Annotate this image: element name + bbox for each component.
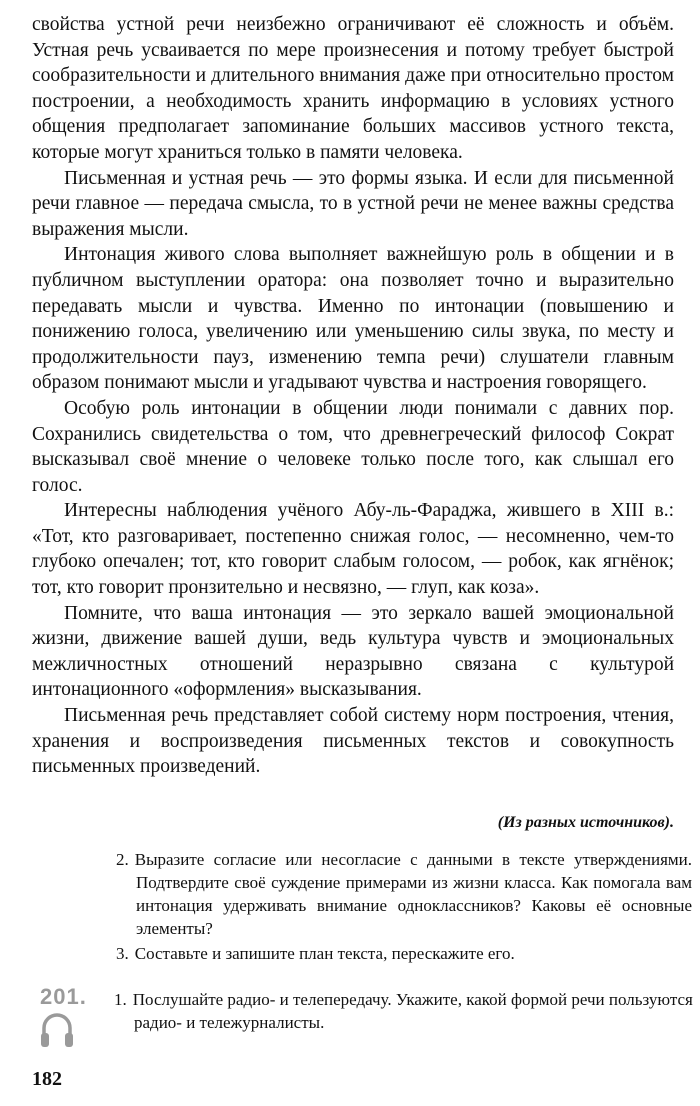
task-3 (116, 942, 672, 965)
exercise-task-text: Послушайте радио- и телепередачу. Укажите, какой формой речи пользуются радио- и тележурналисты. (132, 990, 693, 1032)
task-2-number: 2. (116, 850, 129, 869)
page-number: 182 (32, 1068, 62, 1090)
source-citation: (Из разных источников). (497, 814, 674, 831)
paragraph-1: свойства устной речи неизбежно ограничивают её сложность и объём. Устная речь усваивается по мере произнесения и потому требует быстрой сообразительности и длительного внимания даже при относительно простом построении, а необходимость хранить информацию в условиях устного общения предполагает запоминание больших массивов устного текста, которые могут храниться только в памяти человека. (32, 14, 674, 163)
paragraph-7: Письменная речь представляет собой систему норм построения, чтения, хранения и воспроизведения письменных текстов и совокупность письменных произведений. (32, 705, 674, 778)
task-2 (116, 848, 692, 940)
exercise-201-task-1 (114, 988, 694, 1034)
exercise-number: 201. (40, 984, 87, 1009)
paragraph-5: Интересны наблюдения учёного Абу-ль-Фараджа, жившего в XIII в.: «Тот, кто разговаривает, постепенно снижая голос, — несомненно, чем-то глубоко опечален; тот, кто говорит слабым голосом, — робок, как ягнёнок; тот, кто говорит пронзительно и несвязно, — глуп, как коза». (32, 500, 674, 599)
paragraph-6: Помните, что ваша интонация — это зеркало вашей эмоциональной жизни, движение вашей души, ведь культура чувств и эмоциональных межличностных отношений неразрывно связана с культурой интонационного «оформления» высказывания. (32, 602, 674, 701)
headphones-icon (40, 1010, 74, 1050)
paragraph-4: Особую роль интонации в общении люди понимали с давних пор. Сохранились свидетельства о том, что древнегреческий философ Сократ высказывал своё мнение о человеке только после того, как слышал его голос. (32, 397, 674, 496)
task-3-number: 3. (116, 944, 129, 963)
task-2-text: Выразите согласие или несогласие с данными в тексте утверждениями. Подтвердите своё суждение примерами из жизни класса. Как помогала вам интонация удерживать внимание одноклассников? Каковы её основные элементы? (134, 850, 692, 938)
exercise-task-number: 1. (114, 990, 127, 1009)
paragraph-2: Письменная и устная речь — это формы языка. И если для письменной речи главное — передача смысла, то в устной речи не менее важны средства выражения мысли. (32, 167, 674, 240)
paragraph-3: Интонация живого слова выполняет важнейшую роль в общении и в публичном выступлении оратора: она позволяет точно и выразительно передавать мысли и чувства. Именно по интонации (повышению и понижению голоса, увеличению или уменьшению силы звука, по месту и продолжительности пауз, изменению темпа речи) слушатели главным образом понимают мысли и угадывают чувства и настроения говорящего. (32, 244, 674, 394)
main-text (32, 12, 674, 780)
task-3-text: Составьте и запишите план текста, перескажите его. (134, 944, 515, 963)
